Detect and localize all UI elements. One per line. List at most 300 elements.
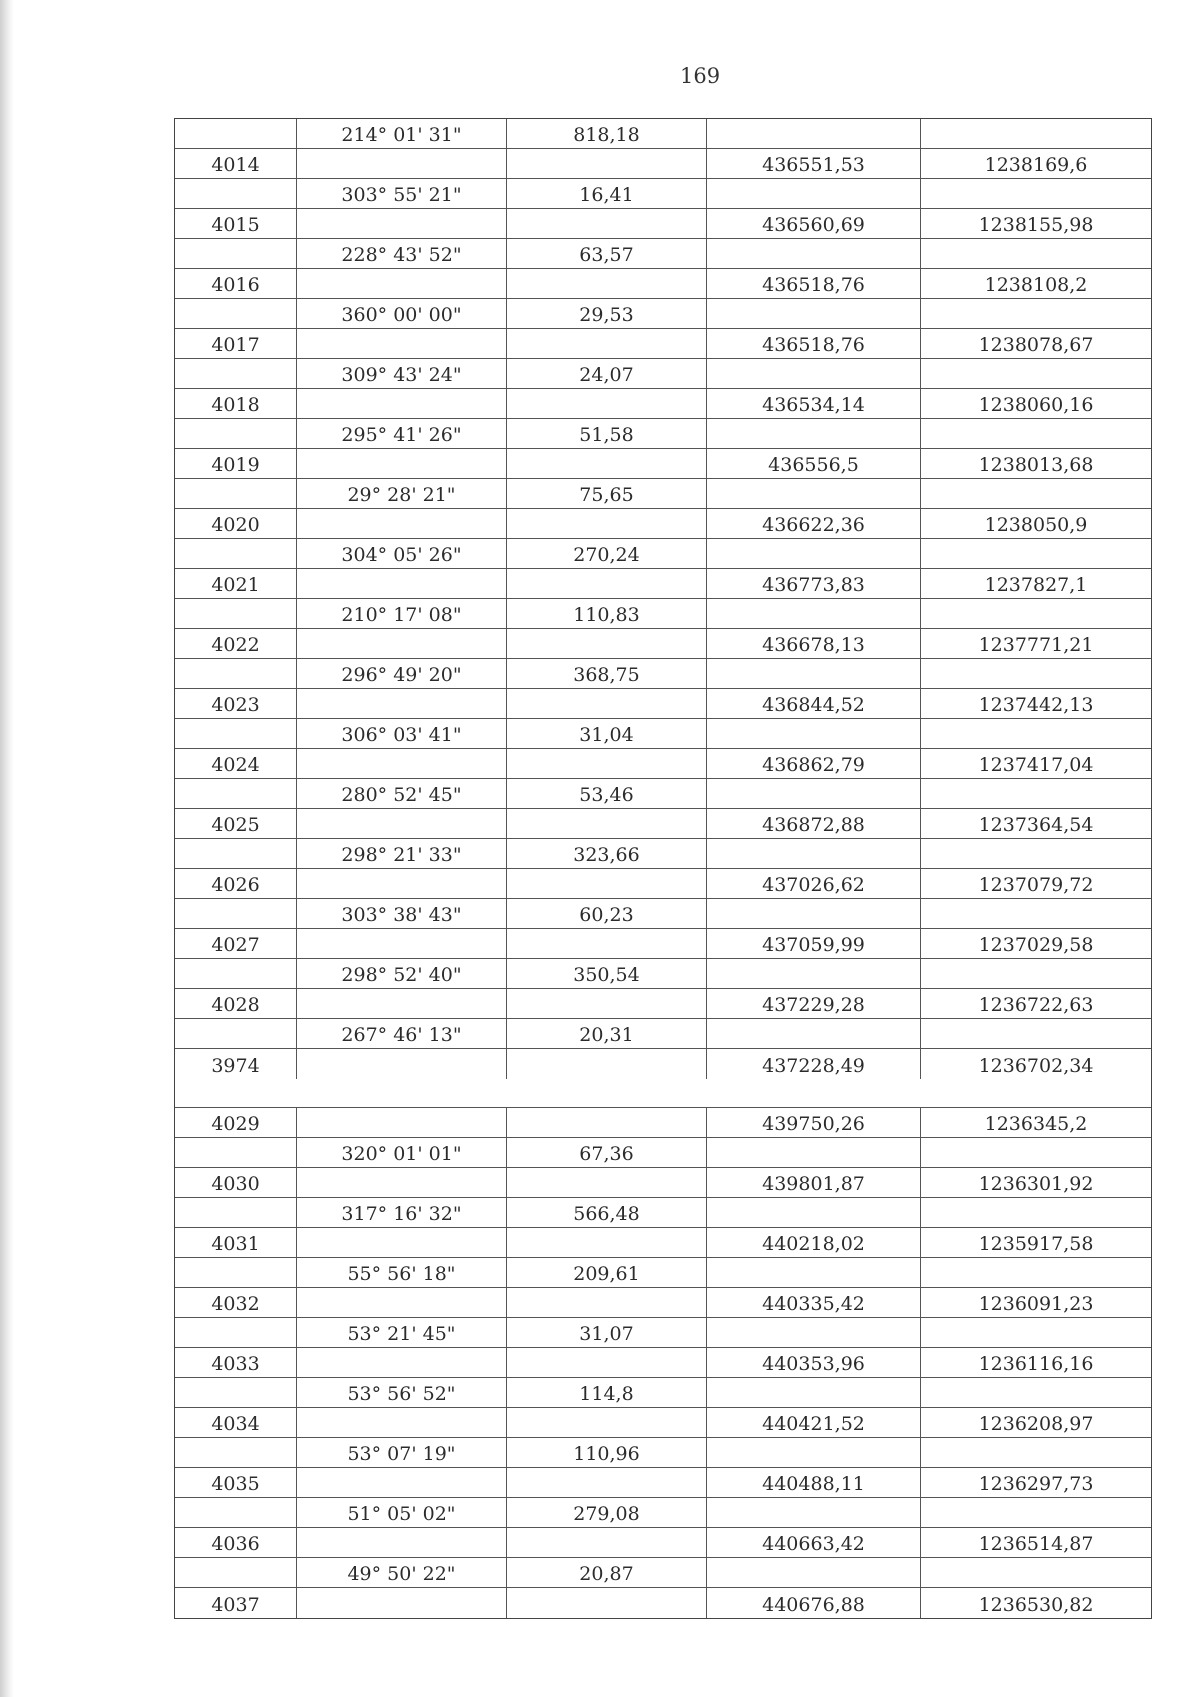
bearing-cell: 317° 16' 32": [297, 1198, 507, 1227]
distance-cell: 368,75: [507, 659, 707, 688]
distance-cell: 110,96: [507, 1438, 707, 1467]
x-coordinate-cell: 437228,49: [707, 1049, 921, 1079]
table-row-point: [175, 869, 1151, 899]
distance-cell: [507, 269, 707, 298]
table-block-2: [175, 1108, 1151, 1618]
distance-cell: [507, 449, 707, 478]
y-coordinate-cell: 1236702,34: [978, 1055, 1094, 1077]
point-id-cell: 4027: [175, 929, 297, 958]
table-row-segment: [175, 419, 1151, 449]
point-id-cell: 4020: [175, 509, 297, 538]
point-id-cell: 4036: [175, 1528, 297, 1557]
table-row-segment: [175, 1258, 1151, 1288]
bearing-cell: 55° 56' 18": [297, 1258, 507, 1287]
table-row-segment: [175, 1318, 1151, 1348]
y-coordinate-cell: [921, 239, 1151, 268]
distance-cell: [507, 689, 707, 718]
y-coordinate-cell: 1237442,13: [978, 694, 1094, 716]
table-row-point: [175, 149, 1151, 179]
point-id-cell: 4017: [175, 329, 297, 358]
y-coordinate-cell: [921, 1438, 1151, 1467]
y-coordinate-cell: [921, 779, 1151, 808]
table-row-point: [175, 389, 1151, 419]
y-coordinate-cell: 1236297,73: [978, 1473, 1094, 1495]
x-coordinate-cell: 436560,69: [707, 209, 921, 238]
distance-cell: [507, 1348, 707, 1377]
scan-edge-shadow: [0, 0, 14, 1697]
x-coordinate-cell: 436534,14: [707, 389, 921, 418]
bearing-cell: [297, 449, 507, 478]
x-coordinate-cell: 439801,87: [707, 1168, 921, 1197]
y-coordinate-cell: 1236722,63: [978, 994, 1094, 1016]
point-id-cell: 4022: [175, 629, 297, 658]
x-coordinate-cell: 436862,79: [707, 749, 921, 778]
bearing-cell: [297, 689, 507, 718]
bearing-cell: 53° 07' 19": [297, 1438, 507, 1467]
y-coordinate-cell: [921, 899, 1151, 928]
distance-cell: [507, 1108, 707, 1137]
x-coordinate-cell: 436518,76: [707, 269, 921, 298]
y-coordinate-cell: 1236301,92: [978, 1173, 1094, 1195]
point-id-cell: [175, 1558, 297, 1587]
table-row-segment: [175, 1498, 1151, 1528]
distance-cell: [507, 509, 707, 538]
point-id-cell: [175, 659, 297, 688]
x-coordinate-cell: [707, 299, 921, 328]
distance-cell: 350,54: [507, 959, 707, 988]
x-coordinate-cell: [707, 1498, 921, 1527]
y-coordinate-cell: [921, 479, 1151, 508]
bearing-cell: [297, 569, 507, 598]
distance-cell: 31,07: [507, 1318, 707, 1347]
y-coordinate-cell: 1238013,68: [978, 454, 1094, 476]
table-row-point: [175, 1049, 1151, 1079]
y-coordinate-cell: [921, 1138, 1151, 1167]
y-coordinate-cell: [921, 419, 1151, 448]
x-coordinate-cell: [707, 1438, 921, 1467]
point-id-cell: [175, 599, 297, 628]
distance-cell: [507, 1528, 707, 1557]
distance-cell: [507, 989, 707, 1018]
bearing-cell: 304° 05' 26": [297, 539, 507, 568]
coordinates-table: [174, 118, 1152, 1619]
table-row-segment: [175, 1019, 1151, 1049]
distance-cell: [507, 1049, 707, 1079]
distance-cell: [507, 389, 707, 418]
distance-cell: 29,53: [507, 299, 707, 328]
table-row-point: [175, 1468, 1151, 1498]
bearing-cell: [297, 1528, 507, 1557]
distance-cell: [507, 329, 707, 358]
bearing-cell: [297, 1468, 507, 1497]
distance-cell: [507, 929, 707, 958]
point-id-cell: [175, 1138, 297, 1167]
bearing-cell: [297, 1168, 507, 1197]
x-coordinate-cell: [707, 1198, 921, 1227]
distance-cell: 114,8: [507, 1378, 707, 1407]
x-coordinate-cell: [707, 599, 921, 628]
x-coordinate-cell: 440353,96: [707, 1348, 921, 1377]
distance-cell: [507, 809, 707, 838]
point-id-cell: [175, 539, 297, 568]
point-id-cell: 4031: [175, 1228, 297, 1257]
table-row-point: [175, 509, 1151, 539]
table-row-segment: [175, 539, 1151, 569]
x-coordinate-cell: [707, 1019, 921, 1048]
y-coordinate-cell: 1236208,97: [978, 1413, 1094, 1435]
bearing-cell: 303° 38' 43": [297, 899, 507, 928]
y-coordinate-cell: 1235917,58: [978, 1233, 1094, 1255]
x-coordinate-cell: 440335,42: [707, 1288, 921, 1317]
y-coordinate-cell: [921, 299, 1151, 328]
x-coordinate-cell: 436622,36: [707, 509, 921, 538]
table-row-segment: [175, 779, 1151, 809]
x-coordinate-cell: 440676,88: [707, 1588, 921, 1618]
x-coordinate-cell: 439750,26: [707, 1108, 921, 1137]
y-coordinate-cell: [921, 359, 1151, 388]
x-coordinate-cell: 436872,88: [707, 809, 921, 838]
distance-cell: 270,24: [507, 539, 707, 568]
point-id-cell: [175, 1318, 297, 1347]
y-coordinate-cell: 1238108,2: [984, 274, 1088, 296]
distance-cell: [507, 629, 707, 658]
y-coordinate-cell: 1236514,87: [978, 1533, 1094, 1555]
point-id-cell: 4033: [175, 1348, 297, 1377]
table-row-point: [175, 689, 1151, 719]
bearing-cell: [297, 149, 507, 178]
table-row-point: [175, 989, 1151, 1019]
x-coordinate-cell: [707, 899, 921, 928]
point-id-cell: [175, 299, 297, 328]
point-id-cell: [175, 899, 297, 928]
table-row-segment: [175, 719, 1151, 749]
x-coordinate-cell: 436844,52: [707, 689, 921, 718]
point-id-cell: [175, 719, 297, 748]
y-coordinate-cell: 1236116,16: [978, 1353, 1094, 1375]
y-coordinate-cell: 1236530,82: [978, 1594, 1094, 1616]
table-row-segment: [175, 119, 1151, 149]
table-row-segment: [175, 299, 1151, 329]
y-coordinate-cell: 1238050,9: [984, 514, 1088, 536]
point-id-cell: [175, 1498, 297, 1527]
point-id-cell: 4026: [175, 869, 297, 898]
point-id-cell: [175, 959, 297, 988]
bearing-cell: 210° 17' 08": [297, 599, 507, 628]
y-coordinate-cell: [921, 1498, 1151, 1527]
y-coordinate-cell: 1237029,58: [978, 934, 1094, 956]
distance-cell: 60,23: [507, 899, 707, 928]
distance-cell: 818,18: [507, 119, 707, 148]
point-id-cell: [175, 359, 297, 388]
point-id-cell: [175, 1378, 297, 1407]
x-coordinate-cell: 436551,53: [707, 149, 921, 178]
x-coordinate-cell: 440421,52: [707, 1408, 921, 1437]
bearing-cell: 53° 56' 52": [297, 1378, 507, 1407]
x-coordinate-cell: [707, 959, 921, 988]
table-row-segment: [175, 599, 1151, 629]
x-coordinate-cell: [707, 839, 921, 868]
y-coordinate-cell: [921, 1318, 1151, 1347]
table-row-point: [175, 449, 1151, 479]
table-row-point: [175, 1168, 1151, 1198]
bearing-cell: 280° 52' 45": [297, 779, 507, 808]
point-id-cell: [175, 239, 297, 268]
bearing-cell: 295° 41' 26": [297, 419, 507, 448]
x-coordinate-cell: [707, 1258, 921, 1287]
point-id-cell: [175, 179, 297, 208]
point-id-cell: [175, 779, 297, 808]
y-coordinate-cell: 1237417,04: [978, 754, 1094, 776]
y-coordinate-cell: [921, 839, 1151, 868]
bearing-cell: 49° 50' 22": [297, 1558, 507, 1587]
table-row-point: [175, 209, 1151, 239]
x-coordinate-cell: [707, 1378, 921, 1407]
bearing-cell: [297, 629, 507, 658]
distance-cell: [507, 149, 707, 178]
distance-cell: [507, 1228, 707, 1257]
bearing-cell: [297, 749, 507, 778]
point-id-cell: [175, 119, 297, 148]
point-id-cell: 4015: [175, 209, 297, 238]
distance-cell: 566,48: [507, 1198, 707, 1227]
bearing-cell: 303° 55' 21": [297, 179, 507, 208]
table-row-point: [175, 1528, 1151, 1558]
table-row-point: [175, 1408, 1151, 1438]
table-row-point: [175, 569, 1151, 599]
table-row-point: [175, 1588, 1151, 1618]
y-coordinate-cell: [921, 1258, 1151, 1287]
y-coordinate-cell: [921, 1019, 1151, 1048]
y-coordinate-cell: 1238078,67: [978, 334, 1094, 356]
y-coordinate-cell: [921, 719, 1151, 748]
distance-cell: [507, 1288, 707, 1317]
distance-cell: 323,66: [507, 839, 707, 868]
table-row-point: [175, 329, 1151, 359]
distance-cell: 63,57: [507, 239, 707, 268]
bearing-cell: [297, 929, 507, 958]
y-coordinate-cell: 1236345,2: [984, 1113, 1088, 1135]
x-coordinate-cell: [707, 479, 921, 508]
distance-cell: 20,31: [507, 1019, 707, 1048]
y-coordinate-cell: 1238169,6: [984, 154, 1088, 176]
distance-cell: 51,58: [507, 419, 707, 448]
bearing-cell: [297, 269, 507, 298]
bearing-cell: [297, 389, 507, 418]
point-id-cell: [175, 1019, 297, 1048]
distance-cell: 31,04: [507, 719, 707, 748]
point-id-cell: 4024: [175, 749, 297, 778]
bearing-cell: [297, 809, 507, 838]
y-coordinate-cell: [921, 1198, 1151, 1227]
point-id-cell: [175, 1438, 297, 1467]
y-coordinate-cell: [921, 599, 1151, 628]
point-id-cell: 4034: [175, 1408, 297, 1437]
bearing-cell: 214° 01' 31": [297, 119, 507, 148]
point-id-cell: 4035: [175, 1468, 297, 1497]
point-id-cell: 4037: [175, 1588, 297, 1618]
point-id-cell: 4018: [175, 389, 297, 418]
distance-cell: 24,07: [507, 359, 707, 388]
bearing-cell: [297, 1108, 507, 1137]
table-row-point: [175, 269, 1151, 299]
x-coordinate-cell: [707, 1138, 921, 1167]
table-row-segment: [175, 659, 1151, 689]
point-id-cell: 4030: [175, 1168, 297, 1197]
distance-cell: 75,65: [507, 479, 707, 508]
x-coordinate-cell: [707, 659, 921, 688]
point-id-cell: [175, 479, 297, 508]
point-id-cell: 4021: [175, 569, 297, 598]
y-coordinate-cell: [921, 959, 1151, 988]
bearing-cell: 309° 43' 24": [297, 359, 507, 388]
point-id-cell: 4032: [175, 1288, 297, 1317]
distance-cell: [507, 869, 707, 898]
point-id-cell: 4028: [175, 989, 297, 1018]
table-block-1: [175, 149, 1151, 1079]
table-row-point: [175, 929, 1151, 959]
table-row-segment: [175, 239, 1151, 269]
y-coordinate-cell: [921, 1558, 1151, 1587]
point-id-cell: 4025: [175, 809, 297, 838]
bearing-cell: 306° 03' 41": [297, 719, 507, 748]
bearing-cell: 51° 05' 02": [297, 1498, 507, 1527]
bearing-cell: [297, 1288, 507, 1317]
bearing-cell: 320° 01' 01": [297, 1138, 507, 1167]
x-coordinate-cell: 437229,28: [707, 989, 921, 1018]
point-id-cell: [175, 1198, 297, 1227]
table-row-point: [175, 809, 1151, 839]
point-id-cell: [175, 1258, 297, 1287]
distance-cell: 110,83: [507, 599, 707, 628]
point-id-cell: 3974: [175, 1049, 297, 1079]
x-coordinate-cell: [707, 1558, 921, 1587]
bearing-cell: [297, 509, 507, 538]
y-coordinate-cell: [921, 539, 1151, 568]
distance-cell: [507, 1588, 707, 1618]
x-coordinate-cell: 436773,83: [707, 569, 921, 598]
distance-cell: [507, 1408, 707, 1437]
bearing-cell: [297, 1049, 507, 1079]
distance-cell: [507, 1468, 707, 1497]
distance-cell: [507, 209, 707, 238]
bearing-cell: 298° 21' 33": [297, 839, 507, 868]
distance-cell: [507, 1168, 707, 1197]
distance-cell: 16,41: [507, 179, 707, 208]
point-id-cell: [175, 839, 297, 868]
x-coordinate-cell: [707, 419, 921, 448]
x-coordinate-cell: [707, 179, 921, 208]
distance-cell: 209,61: [507, 1258, 707, 1287]
table-row-segment: [175, 1558, 1151, 1588]
bearing-cell: 360° 00' 00": [297, 299, 507, 328]
distance-cell: 67,36: [507, 1138, 707, 1167]
y-coordinate-cell: 1238155,98: [978, 214, 1094, 236]
x-coordinate-cell: [707, 359, 921, 388]
y-coordinate-cell: 1237827,1: [984, 574, 1088, 596]
page-number: 169: [680, 64, 721, 88]
x-coordinate-cell: [707, 539, 921, 568]
y-coordinate-cell: [921, 1378, 1151, 1407]
y-coordinate-cell: [921, 179, 1151, 208]
table-row-point: [175, 1288, 1151, 1318]
x-coordinate-cell: [707, 1318, 921, 1347]
bearing-cell: 228° 43' 52": [297, 239, 507, 268]
x-coordinate-cell: [707, 719, 921, 748]
x-coordinate-cell: [707, 119, 921, 148]
distance-cell: 20,87: [507, 1558, 707, 1587]
bearing-cell: [297, 1228, 507, 1257]
table-separator-row: [175, 1079, 1151, 1108]
table-row-segment: [175, 959, 1151, 989]
x-coordinate-cell: 437026,62: [707, 869, 921, 898]
x-coordinate-cell: 440488,11: [707, 1468, 921, 1497]
y-coordinate-cell: 1237079,72: [978, 874, 1094, 896]
x-coordinate-cell: 440663,42: [707, 1528, 921, 1557]
table-row-point: [175, 749, 1151, 779]
bearing-cell: [297, 329, 507, 358]
table-row-segment: [175, 899, 1151, 929]
distance-cell: 279,08: [507, 1498, 707, 1527]
x-coordinate-cell: 436678,13: [707, 629, 921, 658]
table-row-point: [175, 1228, 1151, 1258]
x-coordinate-cell: [707, 239, 921, 268]
table-row-segment: [175, 1378, 1151, 1408]
y-coordinate-cell: [921, 659, 1151, 688]
x-coordinate-cell: 436518,76: [707, 329, 921, 358]
bearing-cell: [297, 989, 507, 1018]
point-id-cell: 4019: [175, 449, 297, 478]
table-row-point: [175, 629, 1151, 659]
distance-cell: 53,46: [507, 779, 707, 808]
bearing-cell: [297, 869, 507, 898]
table-row-segment: [175, 1438, 1151, 1468]
table-row-segment: [175, 1138, 1151, 1168]
bearing-cell: 53° 21' 45": [297, 1318, 507, 1347]
table-row-segment: [175, 359, 1151, 389]
bearing-cell: 298° 52' 40": [297, 959, 507, 988]
table-row-segment: [175, 1198, 1151, 1228]
table-row-segment: [175, 479, 1151, 509]
x-coordinate-cell: 437059,99: [707, 929, 921, 958]
table-row-segment: [175, 179, 1151, 209]
bearing-cell: 267° 46' 13": [297, 1019, 507, 1048]
table-row-point: [175, 1108, 1151, 1138]
y-coordinate-cell: 1237364,54: [978, 814, 1094, 836]
bearing-cell: [297, 1408, 507, 1437]
bearing-cell: 29° 28' 21": [297, 479, 507, 508]
y-coordinate-cell: [921, 119, 1151, 148]
y-coordinate-cell: 1236091,23: [978, 1293, 1094, 1315]
y-coordinate-cell: 1238060,16: [978, 394, 1094, 416]
x-coordinate-cell: 440218,02: [707, 1228, 921, 1257]
bearing-cell: [297, 1348, 507, 1377]
point-id-cell: 4016: [175, 269, 297, 298]
distance-cell: [507, 569, 707, 598]
bearing-cell: 296° 49' 20": [297, 659, 507, 688]
point-id-cell: 4029: [175, 1108, 297, 1137]
distance-cell: [507, 749, 707, 778]
point-id-cell: [175, 419, 297, 448]
point-id-cell: 4023: [175, 689, 297, 718]
bearing-cell: [297, 209, 507, 238]
bearing-cell: [297, 1588, 507, 1618]
y-coordinate-cell: 1237771,21: [978, 634, 1094, 656]
table-row-segment: [175, 839, 1151, 869]
table-row-point: [175, 1348, 1151, 1378]
x-coordinate-cell: [707, 779, 921, 808]
x-coordinate-cell: 436556,5: [707, 449, 921, 478]
point-id-cell: 4014: [175, 149, 297, 178]
